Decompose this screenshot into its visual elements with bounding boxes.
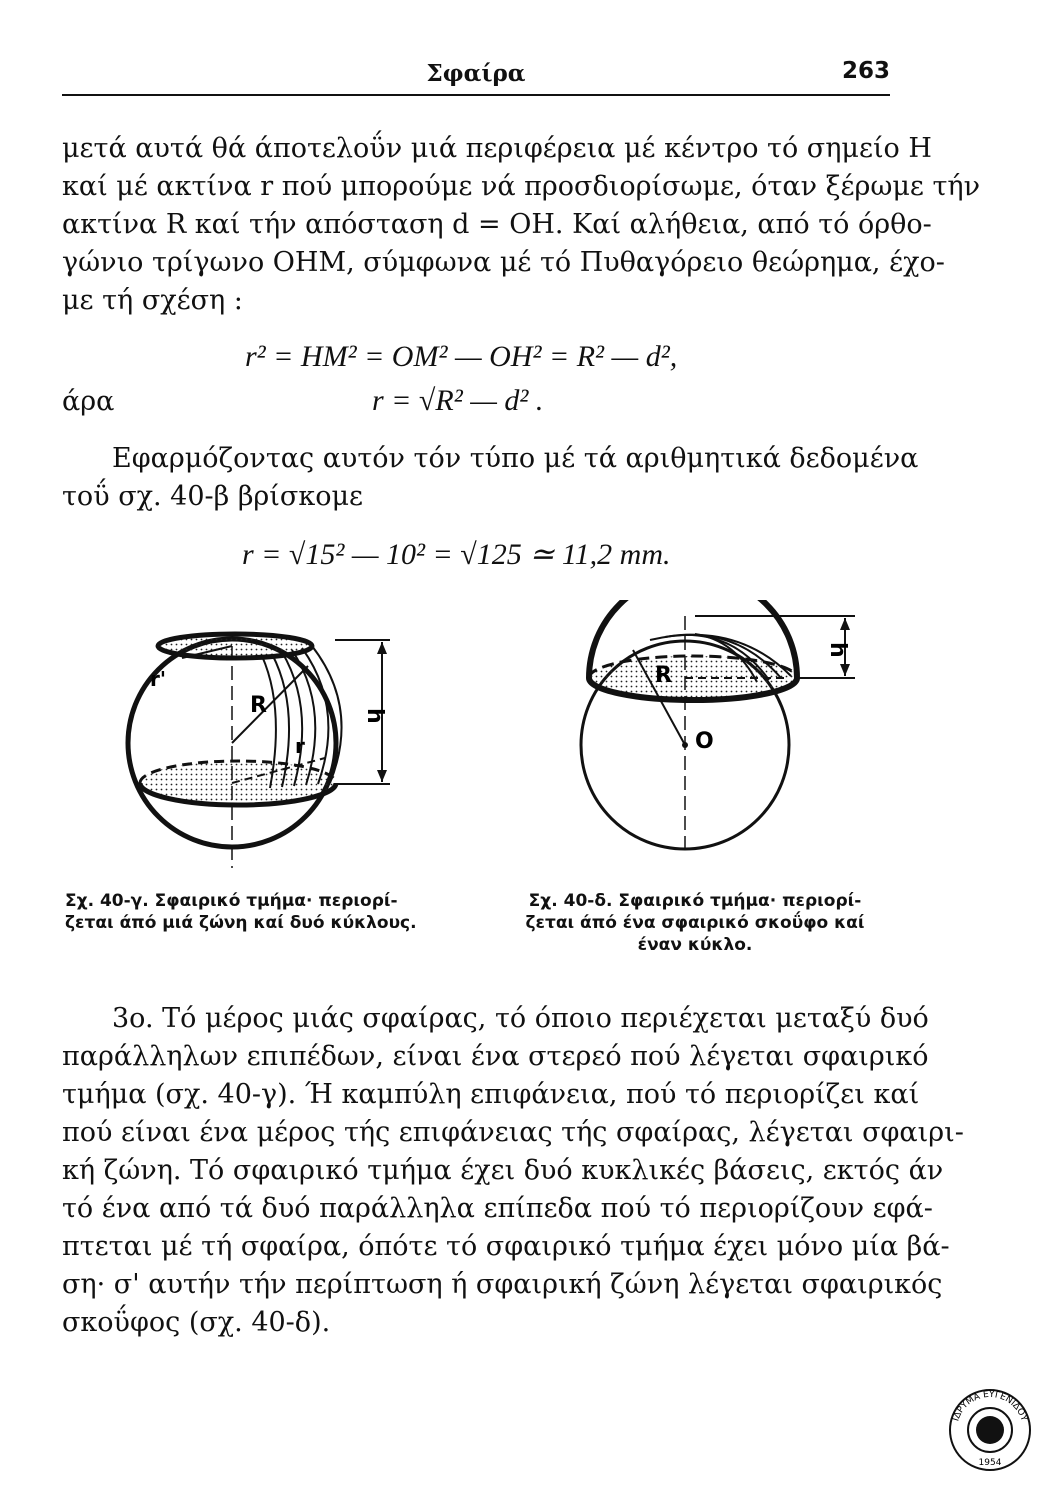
text-line: τό ένα από τά δυό παράλληλα επίπεδα πού τό περιορίζουν εφά- bbox=[62, 1193, 933, 1224]
caption-line: έναν κύκλο. bbox=[637, 935, 753, 955]
caption-line: Σχ. 40-γ. Σφαιρικό τμήμα· περιορί- bbox=[65, 891, 398, 911]
text-line: καί μέ ακτίνα r πού μπορούμε νά προσδιορίσωμε, όταν ξέρωμε τήν bbox=[62, 171, 980, 202]
page-number: 263 bbox=[841, 58, 890, 84]
text-line: τμήμα (σχ. 40-γ). Ή καμπύλη επιφάνεια, πού τό περιορίζει καί bbox=[62, 1079, 920, 1110]
caption-40-delta bbox=[500, 890, 890, 956]
text-line: με τή σχέση : bbox=[62, 285, 243, 316]
page-header bbox=[62, 52, 890, 96]
label-O: O bbox=[695, 729, 714, 754]
equation-numeric: r = √15² — 10² = √125 ≃ 11,2 mm. bbox=[242, 538, 671, 571]
paragraph-2 bbox=[62, 440, 919, 516]
caption-line: Σχ. 40-δ. Σφαιρικό τμήμα· περιορί- bbox=[528, 891, 862, 911]
text-line: κή ζώνη. Τό σφαιρικό τμήμα έχει δυό κυκλικές βάσεις, εκτός άν bbox=[62, 1155, 944, 1186]
label-h: h bbox=[825, 642, 850, 658]
figure-40-delta bbox=[555, 600, 875, 870]
equation-radius: r = √R² — d² . bbox=[372, 384, 544, 417]
label-ara: άρα bbox=[62, 386, 115, 417]
running-title: Σφαίρα bbox=[426, 60, 526, 87]
text-line: ση· σ' αυτήν τήν περίπτωση ή σφαιρική ζώνη λέγεται σφαιρικός bbox=[62, 1269, 943, 1300]
label-R: R bbox=[250, 693, 267, 718]
label-r-prime: r' bbox=[150, 667, 166, 691]
text-line: πτεται μέ τή σφαίρα, όπότε τό σφαιρικό τμήμα έχει μόνο μία βά- bbox=[62, 1231, 950, 1262]
text-line: Εφαρμόζοντας αυτόν τόν τύπο μέ τά αριθμητικά δεδομένα bbox=[112, 443, 919, 474]
equation-pythagoras: r² = HM² = OM² — OH² = R² — d², bbox=[245, 340, 678, 373]
text-line: πού είναι ένα μέρος τής επιφάνειας τής σφαίρας, λέγεται σφαιρι- bbox=[62, 1117, 964, 1148]
label-R: R bbox=[655, 663, 672, 688]
text-line: γώνιο τρίγωνο ΟΗΜ, σύμφωνα μέ τό Πυθαγόρειο θεώρημα, έχο- bbox=[62, 247, 945, 278]
text-line: σκοΰφος (σχ. 40-δ). bbox=[62, 1307, 331, 1338]
caption-line: ζεται άπό ένα σφαιρικό σκοΰφο καί bbox=[525, 913, 865, 933]
label-h: h bbox=[362, 708, 387, 724]
paragraph-1 bbox=[62, 130, 980, 320]
figure-40-gamma bbox=[120, 608, 420, 868]
seal-year: 1954 bbox=[978, 1458, 1002, 1468]
upper-base-circle bbox=[158, 634, 312, 658]
text-line: 3o. Τό μέρος μιάς σφαίρας, τό όποιο περιέχεται μεταξύ δυό bbox=[112, 1003, 929, 1034]
seal-text: ΙΔΡΥΜΑ ΕΥΓΕΝΙΔΟΥ bbox=[951, 1389, 1029, 1423]
foundation-seal bbox=[945, 1385, 1035, 1475]
text-line: ακτίνα R καί τήν απόσταση d = ΟΗ. Καί αλήθεια, από τό όρθο- bbox=[62, 209, 932, 240]
caption-line: ζεται άπό μιά ζώνη καί δυό κύκλους. bbox=[65, 913, 417, 933]
text-line: τοΰ σχ. 40-β βρίσκομε bbox=[62, 481, 363, 512]
label-r: r bbox=[295, 734, 305, 758]
caption-40-gamma bbox=[65, 890, 417, 934]
text-line: μετά αυτά θά άποτελοΰν μιά περιφέρεια μέ κέντρο τό σημείο Η bbox=[62, 133, 932, 164]
text-line: παράλληλων επιπέδων, είναι ένα στερεό πού λέγεται σφαιρικό bbox=[62, 1041, 929, 1072]
paragraph-3 bbox=[62, 1000, 964, 1342]
